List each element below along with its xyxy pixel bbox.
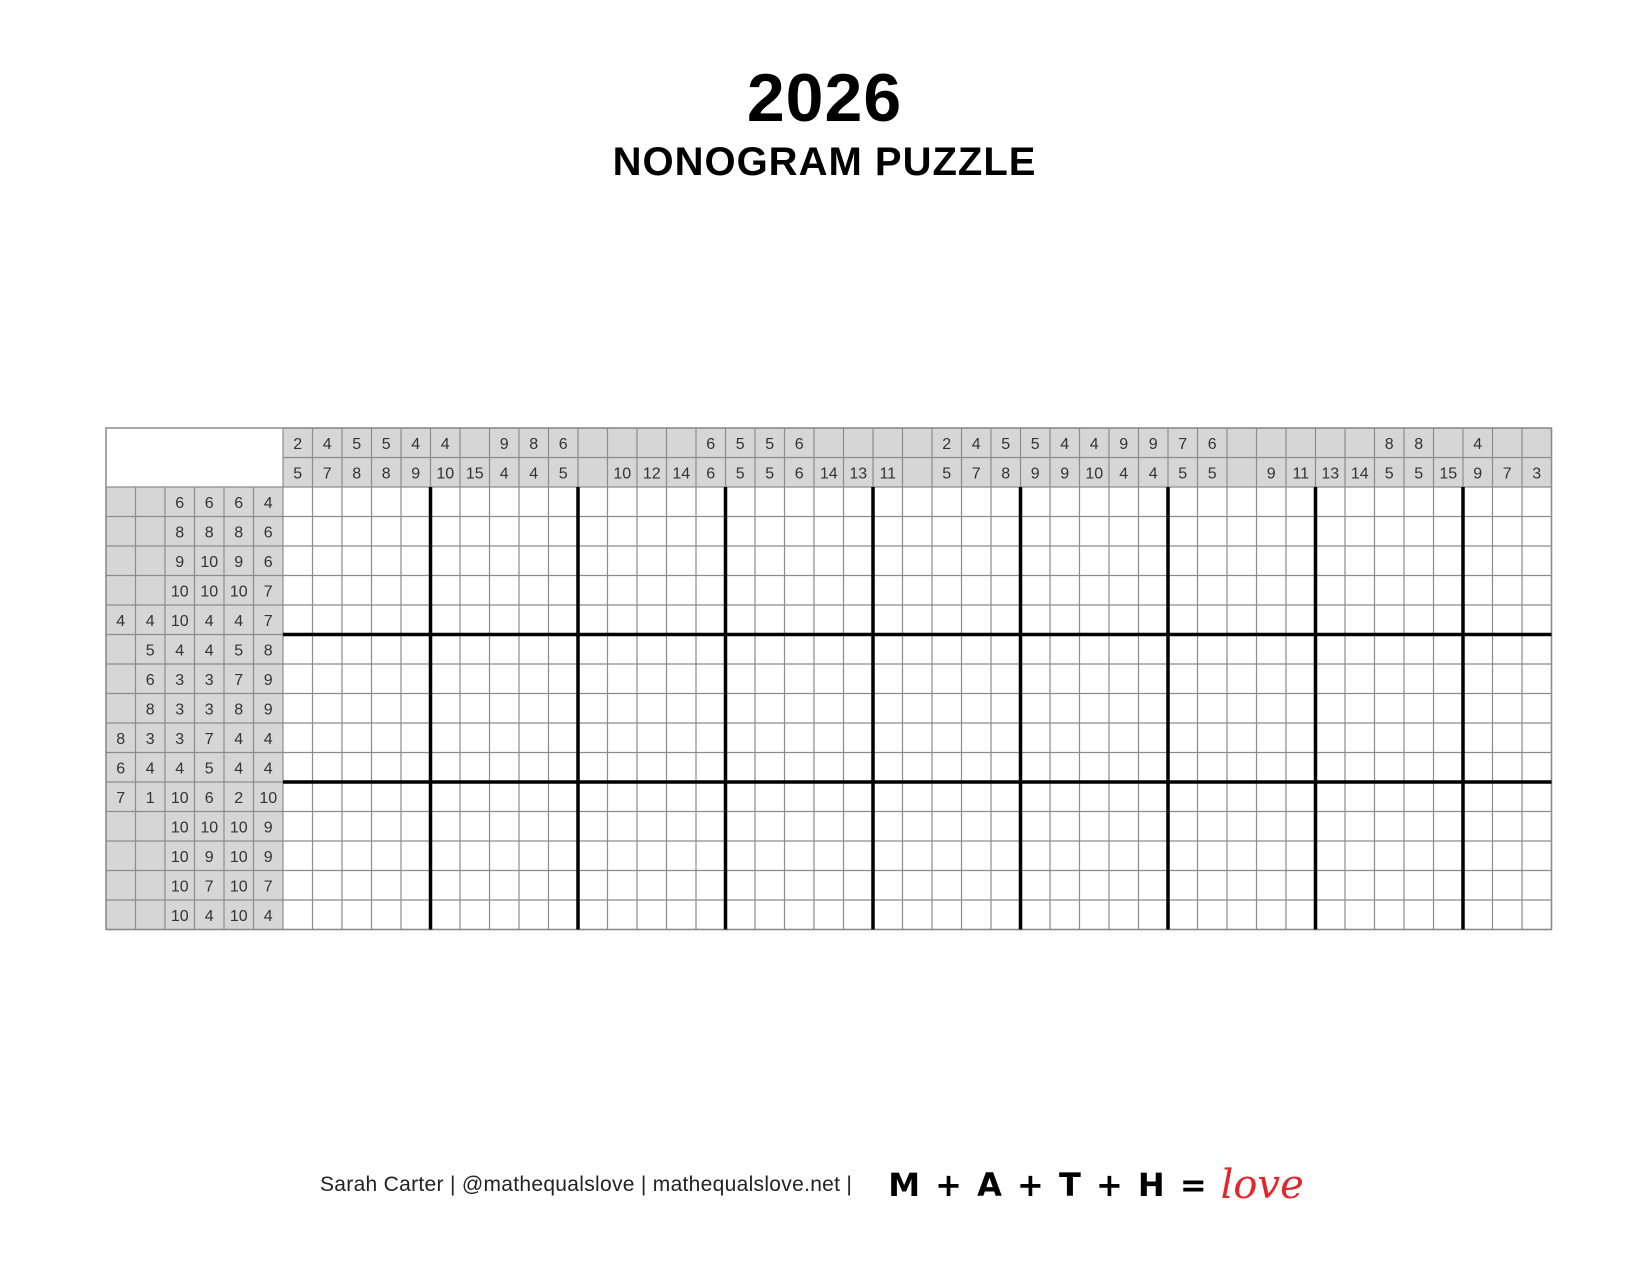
- row-clue: 7: [263, 583, 273, 601]
- row-clue: 6: [263, 524, 273, 542]
- footer: [320, 1160, 1304, 1210]
- column-clue: 4: [1119, 465, 1129, 483]
- column-clue: 9: [1030, 465, 1040, 483]
- corner-blank: [106, 428, 283, 487]
- row-clue: 6: [263, 553, 273, 571]
- row-clue: 9: [175, 553, 185, 571]
- column-clue: 10: [436, 465, 455, 483]
- column-clue: 5: [352, 435, 362, 453]
- footer-credits: Sarah Carter | @mathequalslove | mathequalslove.net |: [320, 1173, 853, 1196]
- column-clue: 5: [735, 465, 745, 483]
- column-clue: 2: [942, 435, 952, 453]
- row-clue: 10: [229, 878, 248, 896]
- row-clue: 4: [234, 730, 244, 748]
- column-clue: 4: [1148, 465, 1158, 483]
- row-clue: 4: [145, 760, 155, 778]
- column-clue: 15: [465, 465, 484, 483]
- column-clue: 14: [1350, 465, 1369, 483]
- row-clue: 8: [204, 524, 214, 542]
- column-clue: 12: [642, 465, 661, 483]
- column-clue: 5: [1384, 465, 1394, 483]
- row-clue: 3: [145, 730, 155, 748]
- row-clue: 4: [234, 612, 244, 630]
- row-clue: 10: [229, 848, 248, 866]
- column-clue: 10: [613, 465, 632, 483]
- column-clue: 4: [971, 435, 981, 453]
- row-clue: 8: [263, 642, 273, 660]
- row-clue: 4: [116, 612, 126, 630]
- row-clue: 10: [170, 878, 189, 896]
- row-clue: 10: [229, 819, 248, 837]
- column-clue: 4: [1060, 435, 1070, 453]
- column-clue: 8: [1001, 465, 1011, 483]
- column-clue: 7: [1502, 465, 1512, 483]
- row-clue: 7: [263, 612, 273, 630]
- row-clue: 4: [175, 760, 185, 778]
- column-clue: 5: [381, 435, 391, 453]
- column-clue: 6: [794, 435, 804, 453]
- column-clue: 9: [1266, 465, 1276, 483]
- column-clue: 13: [849, 465, 868, 483]
- row-clue: 9: [263, 819, 273, 837]
- column-clue: 8: [352, 465, 362, 483]
- row-clue: 4: [263, 760, 273, 778]
- row-clue: 3: [204, 671, 214, 689]
- column-clue: 5: [1030, 435, 1040, 453]
- row-clue: 10: [170, 907, 189, 925]
- column-clue: 6: [558, 435, 568, 453]
- column-clue: 6: [794, 465, 804, 483]
- row-clue: 6: [234, 494, 244, 512]
- column-clue: 5: [1207, 465, 1217, 483]
- row-clue: 3: [175, 730, 185, 748]
- column-clue: 9: [1119, 435, 1129, 453]
- row-clue: 7: [204, 730, 214, 748]
- row-clue: 10: [259, 789, 278, 807]
- row-clue: 3: [175, 671, 185, 689]
- row-clue: 10: [229, 583, 248, 601]
- row-clue: 7: [263, 878, 273, 896]
- row-clue: 10: [170, 848, 189, 866]
- column-clue: 5: [735, 435, 745, 453]
- column-clue: 10: [1085, 465, 1104, 483]
- column-clue: 8: [1414, 435, 1424, 453]
- row-clue: 3: [204, 701, 214, 719]
- column-clue: 3: [1532, 465, 1542, 483]
- column-clue: 6: [706, 435, 716, 453]
- row-clue: 5: [145, 642, 155, 660]
- column-clue: 13: [1321, 465, 1340, 483]
- column-clue: 5: [1178, 465, 1188, 483]
- row-clue: 10: [200, 819, 219, 837]
- column-clue: 15: [1439, 465, 1458, 483]
- row-clue: 8: [234, 524, 244, 542]
- column-clue: 9: [1473, 465, 1483, 483]
- row-clue: 2: [234, 789, 244, 807]
- row-clue: 10: [170, 789, 189, 807]
- column-clue: 4: [1089, 435, 1099, 453]
- column-clue: 11: [1292, 465, 1310, 483]
- logo-love: love: [1220, 1162, 1304, 1208]
- column-clue: 6: [1207, 435, 1217, 453]
- row-clue: 4: [263, 494, 273, 512]
- column-clue: 11: [879, 465, 897, 483]
- logo-text: M + A + T + H =: [888, 1166, 1209, 1204]
- column-clue: 8: [529, 435, 539, 453]
- row-clue: 4: [263, 730, 273, 748]
- column-clue: 7: [1178, 435, 1188, 453]
- row-clue: 5: [204, 760, 214, 778]
- column-clue: 6: [706, 465, 716, 483]
- column-clue: 9: [1060, 465, 1070, 483]
- row-clue: 10: [170, 819, 189, 837]
- row-clue: 4: [263, 907, 273, 925]
- column-clue: 4: [440, 435, 450, 453]
- row-clue: 4: [175, 642, 185, 660]
- row-clue: 4: [145, 612, 155, 630]
- row-clue: 6: [204, 494, 214, 512]
- row-clue: 7: [204, 878, 214, 896]
- row-clue: 9: [263, 701, 273, 719]
- column-clue: 4: [1473, 435, 1483, 453]
- column-clue: 4: [499, 465, 509, 483]
- row-clue: 6: [204, 789, 214, 807]
- row-clue: 9: [263, 848, 273, 866]
- row-clue: 10: [170, 583, 189, 601]
- math-equals-love-logo: [888, 1162, 1304, 1208]
- row-clue: 6: [116, 760, 126, 778]
- column-clue: 5: [942, 465, 952, 483]
- column-clue: 5: [558, 465, 568, 483]
- row-clue: 5: [234, 642, 244, 660]
- row-clue: 10: [200, 553, 219, 571]
- puzzle-border: [106, 428, 1552, 930]
- row-clue: 4: [204, 612, 214, 630]
- row-clue: 10: [200, 583, 219, 601]
- page-title: 2026: [746, 60, 903, 136]
- row-clue: 6: [145, 671, 155, 689]
- row-clue: 1: [145, 789, 155, 807]
- row-clue: 8: [175, 524, 185, 542]
- row-clue: 9: [204, 848, 214, 866]
- row-clue: 3: [175, 701, 185, 719]
- row-clue: 8: [116, 730, 126, 748]
- column-clue: 5: [293, 465, 303, 483]
- column-clue: 14: [672, 465, 691, 483]
- column-clue: 5: [1001, 435, 1011, 453]
- row-clue: 4: [204, 642, 214, 660]
- row-clue: 6: [175, 494, 185, 512]
- column-clue: 2: [293, 435, 303, 453]
- row-clue: 9: [234, 553, 244, 571]
- row-clue: 9: [263, 671, 273, 689]
- column-clue: 5: [765, 465, 775, 483]
- page-subtitle: NONOGRAM PUZZLE: [612, 140, 1037, 184]
- row-clue: 4: [234, 760, 244, 778]
- column-clue: 4: [322, 435, 332, 453]
- row-clue: 10: [229, 907, 248, 925]
- column-clue: 5: [1414, 465, 1424, 483]
- row-clue: 7: [116, 789, 126, 807]
- column-clue: 14: [819, 465, 838, 483]
- column-clue: 9: [411, 465, 421, 483]
- column-clue: 9: [499, 435, 509, 453]
- column-clue: 7: [322, 465, 332, 483]
- column-clue: 9: [1148, 435, 1158, 453]
- column-clue: 8: [1384, 435, 1394, 453]
- column-clue: 8: [381, 465, 391, 483]
- row-clue: 8: [145, 701, 155, 719]
- column-clue: 7: [971, 465, 981, 483]
- column-clue: 4: [411, 435, 421, 453]
- column-clue: 5: [765, 435, 775, 453]
- row-clue: 4: [204, 907, 214, 925]
- row-clue: 7: [234, 671, 244, 689]
- column-clue: 4: [529, 465, 539, 483]
- row-clue: 10: [170, 612, 189, 630]
- row-clue: 8: [234, 701, 244, 719]
